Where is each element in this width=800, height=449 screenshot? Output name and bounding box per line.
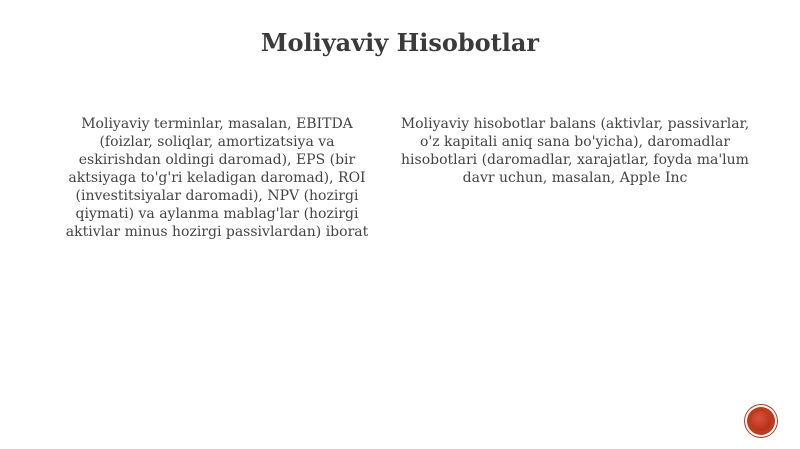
circle-button-icon	[751, 411, 771, 431]
slide-title: Moliyaviy Hisobotlar	[260, 28, 540, 57]
slide-nav-button[interactable]	[747, 407, 775, 435]
right-text-block: Moliyaviy hisobotlar balans (aktivlar, passivarlar, o'z kapitali aniq sana bo'yicha), daromadlar hisobotlari (daromadlar, xarajatlar, foyda ma'lum davr uchun, masalan, Apple Inc	[400, 116, 750, 186]
left-text-block: Moliyaviy terminlar, masalan, EBITDA (foizlar, soliqlar, amortizatsiya va eskirishdan oldingi daromad), EPS (bir aktsiyaga to'g'ri keladigan daromad), ROI (investitsiyalar daromadi), NPV (hozirgi qiymati) va aylanma mablag'lar (hozirgi aktivlar minus hozirgi passivlardan) iborat	[65, 116, 369, 240]
